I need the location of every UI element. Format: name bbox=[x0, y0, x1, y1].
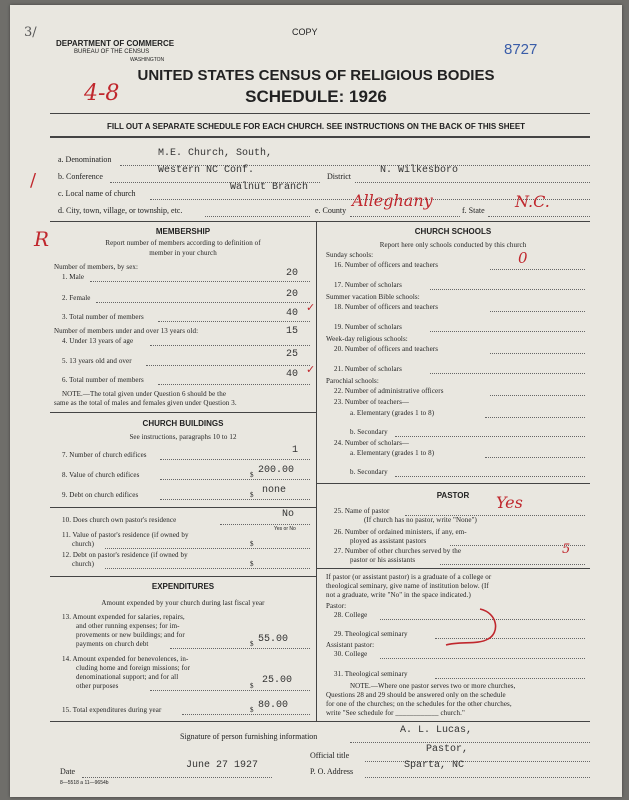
q12-label-b: church) bbox=[72, 560, 95, 568]
church-name-label: c. Local name of church bbox=[58, 189, 136, 198]
q3-value: 40 bbox=[286, 308, 299, 319]
q11-label-b: church) bbox=[72, 540, 95, 548]
yes-no-hint: Yes or No bbox=[274, 526, 296, 532]
q20-label: 20. Number of officers and teachers bbox=[334, 345, 439, 353]
expenditures-title: EXPENDITURES bbox=[151, 582, 215, 591]
q27-label-a: 27. Number of other churches served by the bbox=[334, 547, 462, 555]
q8-dollar: $ bbox=[250, 471, 254, 479]
buildings-sub: See instructions, paragraphs 10 to 12 bbox=[129, 433, 237, 441]
q25-hint: (If church has no pastor, write "None") bbox=[364, 516, 477, 524]
weekday-label: Week-day religious schools: bbox=[326, 335, 408, 343]
q23-label: 23. Number of teachers— bbox=[334, 398, 409, 406]
q5-value: 25 bbox=[286, 349, 299, 360]
schools-sub: Report here only schools conducted by this church bbox=[379, 241, 527, 249]
pastor-sub-label: Pastor: bbox=[326, 602, 347, 610]
district-label: District bbox=[327, 172, 351, 181]
q11-dollar: $ bbox=[250, 540, 254, 548]
q26-label-a: 26. Number of ordained ministers, if any, em- bbox=[334, 528, 467, 536]
q13-label-c: provements or new buildings; and for bbox=[76, 631, 185, 639]
q14-label-d: other purposes bbox=[76, 682, 119, 690]
q16-value: 0 bbox=[518, 249, 528, 267]
q7-value: 1 bbox=[292, 445, 299, 456]
pastor-title: PASTOR bbox=[436, 491, 470, 500]
under-over-label: Number of members under and over 13 years old: bbox=[54, 327, 199, 335]
q2-label: 2. Female bbox=[62, 294, 91, 302]
q10-value: No bbox=[282, 509, 295, 520]
washington-label: WASHINGTON bbox=[130, 57, 165, 63]
official-title-value: Pastor, bbox=[426, 744, 469, 755]
pastor-note-4: write "See schedule for ____________ church." bbox=[326, 709, 465, 717]
q2-value: 20 bbox=[286, 289, 299, 300]
q24a-label: a. Elementary (grades 1 to 8) bbox=[350, 449, 435, 457]
sunday-label: Sunday schools: bbox=[326, 251, 374, 259]
q26-label-b: ployed as assistant pastors bbox=[350, 537, 427, 545]
graduate-note-3: not a graduate, write "No" in the space indicated.) bbox=[326, 591, 471, 599]
q15-dollar: $ bbox=[250, 706, 254, 714]
signature-label: Signature of person furnishing information bbox=[180, 732, 318, 741]
po-address-value: Sparta, NC bbox=[404, 760, 465, 771]
q5-label: 5. 13 years old and over bbox=[62, 357, 132, 365]
state-value: N.C. bbox=[515, 192, 550, 211]
q13-dollar: $ bbox=[250, 640, 254, 648]
q28-label: 28. College bbox=[334, 611, 368, 619]
q14-value: 25.00 bbox=[262, 675, 293, 686]
pastor-note-1: NOTE.—Where one pastor serves two or more churches, bbox=[350, 682, 516, 690]
bureau-name: BUREAU OF THE CENSUS bbox=[74, 49, 150, 55]
q8-label: 8. Value of church edifices bbox=[62, 471, 140, 479]
q29-label: 29. Theological seminary bbox=[334, 630, 408, 638]
q9-dollar: $ bbox=[250, 491, 254, 499]
q27-label-b: pastor or his assistants bbox=[350, 556, 416, 564]
membership-sub2: member in your church bbox=[149, 249, 217, 257]
q14-label-c: denominational support; and for all bbox=[76, 673, 179, 681]
pastor-note-3: for one of the churches; on the schedules for the other churches, bbox=[326, 700, 512, 708]
schools-title: CHURCH SCHOOLS bbox=[414, 227, 492, 236]
q14-label-a: 14. Amount expended for benevolences, in- bbox=[62, 655, 189, 663]
copy-label: COPY bbox=[292, 27, 318, 37]
graduate-note-1: If pastor (or assistant pastor) is a graduate of a college or bbox=[326, 573, 492, 581]
margin-check-mark: / bbox=[30, 170, 37, 191]
department-name: DEPARTMENT OF COMMERCE bbox=[56, 39, 175, 48]
summer-label: Summer vacation Bible schools: bbox=[326, 293, 420, 301]
q30-label: 30. College bbox=[334, 650, 368, 658]
q6-label: 6. Total number of members bbox=[62, 376, 144, 384]
q3-label: 3. Total number of members bbox=[62, 313, 144, 321]
q13-label-a: 13. Amount expended for salaries, repairs, bbox=[62, 613, 185, 621]
expenditures-sub: Amount expended by your church during last fiscal year bbox=[101, 599, 265, 607]
q13-label-b: and other running expenses; for im- bbox=[76, 622, 180, 630]
q12-label-a: 12. Debt on pastor's residence (if owned by bbox=[62, 551, 188, 559]
church-name-value: Walnut Branch bbox=[230, 182, 309, 193]
date-value: June 27 1927 bbox=[186, 760, 259, 771]
q12-dollar: $ bbox=[250, 560, 254, 568]
q9-label: 9. Debt on church edifices bbox=[62, 491, 139, 499]
census-schedule-page bbox=[10, 5, 622, 797]
q9-value: none bbox=[262, 485, 287, 496]
conference-value: Western NC Conf. bbox=[158, 165, 255, 176]
denomination-value: M.E. Church, South, bbox=[158, 148, 273, 159]
q27-value: 5 bbox=[562, 542, 571, 557]
form-codes: 8—5518 a 11—9654b bbox=[60, 780, 109, 786]
q15-value: 80.00 bbox=[258, 700, 289, 711]
q4-label: 4. Under 13 years of age bbox=[62, 337, 134, 345]
handwritten-code: 4-8 bbox=[84, 81, 120, 106]
q25-label: 25. Name of pastor bbox=[334, 507, 390, 515]
form-number: 8727 bbox=[504, 41, 538, 58]
q23b-label: b. Secondary bbox=[350, 428, 388, 436]
q21-label: 21. Number of scholars bbox=[334, 365, 402, 373]
graduate-note-2: theological seminary, give name of institution below. (If bbox=[326, 582, 489, 590]
instruction-line: FILL OUT A SEPARATE SCHEDULE FOR EACH CHURCH. SEE INSTRUCTIONS ON THE BACK OF THIS SHEET bbox=[106, 122, 526, 131]
page-number: 3/ bbox=[24, 25, 37, 40]
q17-label: 17. Number of scholars bbox=[334, 281, 402, 289]
q14-label-b: cluding home and foreign missions; for bbox=[76, 664, 191, 672]
q16-label: 16. Number of officers and teachers bbox=[334, 261, 439, 269]
q10-label: 10. Does church own pastor's residence bbox=[62, 516, 177, 524]
q1-label: 1. Male bbox=[62, 273, 85, 281]
q1-value: 20 bbox=[286, 268, 299, 279]
q3-check-mark: ✓ bbox=[306, 301, 316, 314]
membership-title: MEMBERSHIP bbox=[155, 227, 211, 236]
official-title-label: Official title bbox=[310, 751, 350, 760]
assistant-label: Assistant pastor: bbox=[326, 641, 375, 649]
membership-note2: same as the total of males and females given under Question 3. bbox=[54, 399, 237, 407]
city-label: d. City, town, village, or township, etc. bbox=[58, 206, 183, 215]
q18-label: 18. Number of officers and teachers bbox=[334, 303, 439, 311]
q31-label: 31. Theological seminary bbox=[334, 670, 408, 678]
q11-label-a: 11. Value of pastor's residence (if owned by bbox=[62, 531, 189, 539]
q19-label: 19. Number of scholars bbox=[334, 323, 402, 331]
q13-value: 55.00 bbox=[258, 634, 289, 645]
buildings-title: CHURCH BUILDINGS bbox=[142, 419, 224, 428]
q25-value: Yes bbox=[496, 493, 523, 512]
q4-value: 15 bbox=[286, 326, 299, 337]
red-pen-stroke bbox=[440, 605, 510, 650]
county-label: e. County bbox=[315, 206, 347, 215]
membership-note1: NOTE.—The total given under Question 6 should be the bbox=[62, 390, 227, 398]
signature-value: A. L. Lucas, bbox=[400, 725, 473, 736]
district-value: N. Wilkesboro bbox=[380, 165, 459, 176]
county-value: Alleghany bbox=[352, 191, 433, 210]
membership-sub1: Report number of members according to definition of bbox=[105, 239, 261, 247]
schedule-title: SCHEDULE: 1926 bbox=[245, 87, 387, 106]
conference-label: b. Conference bbox=[58, 172, 103, 181]
margin-r-mark: R bbox=[34, 227, 50, 251]
q8-value: 200.00 bbox=[258, 465, 295, 476]
q14-dollar: $ bbox=[250, 682, 254, 690]
q15-label: 15. Total expenditures during year bbox=[62, 706, 162, 714]
denomination-label: a. Denomination bbox=[58, 155, 112, 164]
document-title: UNITED STATES CENSUS OF RELIGIOUS BODIES bbox=[137, 67, 495, 84]
q22-label: 22. Number of administrative officers bbox=[334, 387, 444, 395]
state-label: f. State bbox=[462, 206, 485, 215]
q7-label: 7. Number of church edifices bbox=[62, 451, 147, 459]
q6-check-mark: ✓ bbox=[306, 363, 316, 376]
q13-label-d: payments on church debt bbox=[76, 640, 149, 648]
pastor-note-2: Questions 28 and 29 should be answered only on the schedule bbox=[326, 691, 506, 699]
parochial-label: Parochial schools: bbox=[326, 377, 379, 385]
q24-label: 24. Number of scholars— bbox=[334, 439, 410, 447]
by-sex-label: Number of members, by sex: bbox=[54, 263, 139, 271]
q23a-label: a. Elementary (grades 1 to 8) bbox=[350, 409, 435, 417]
date-label: Date bbox=[60, 767, 76, 776]
q24b-label: b. Secondary bbox=[350, 468, 388, 476]
po-address-label: P. O. Address bbox=[310, 767, 354, 776]
q6-value: 40 bbox=[286, 369, 299, 380]
